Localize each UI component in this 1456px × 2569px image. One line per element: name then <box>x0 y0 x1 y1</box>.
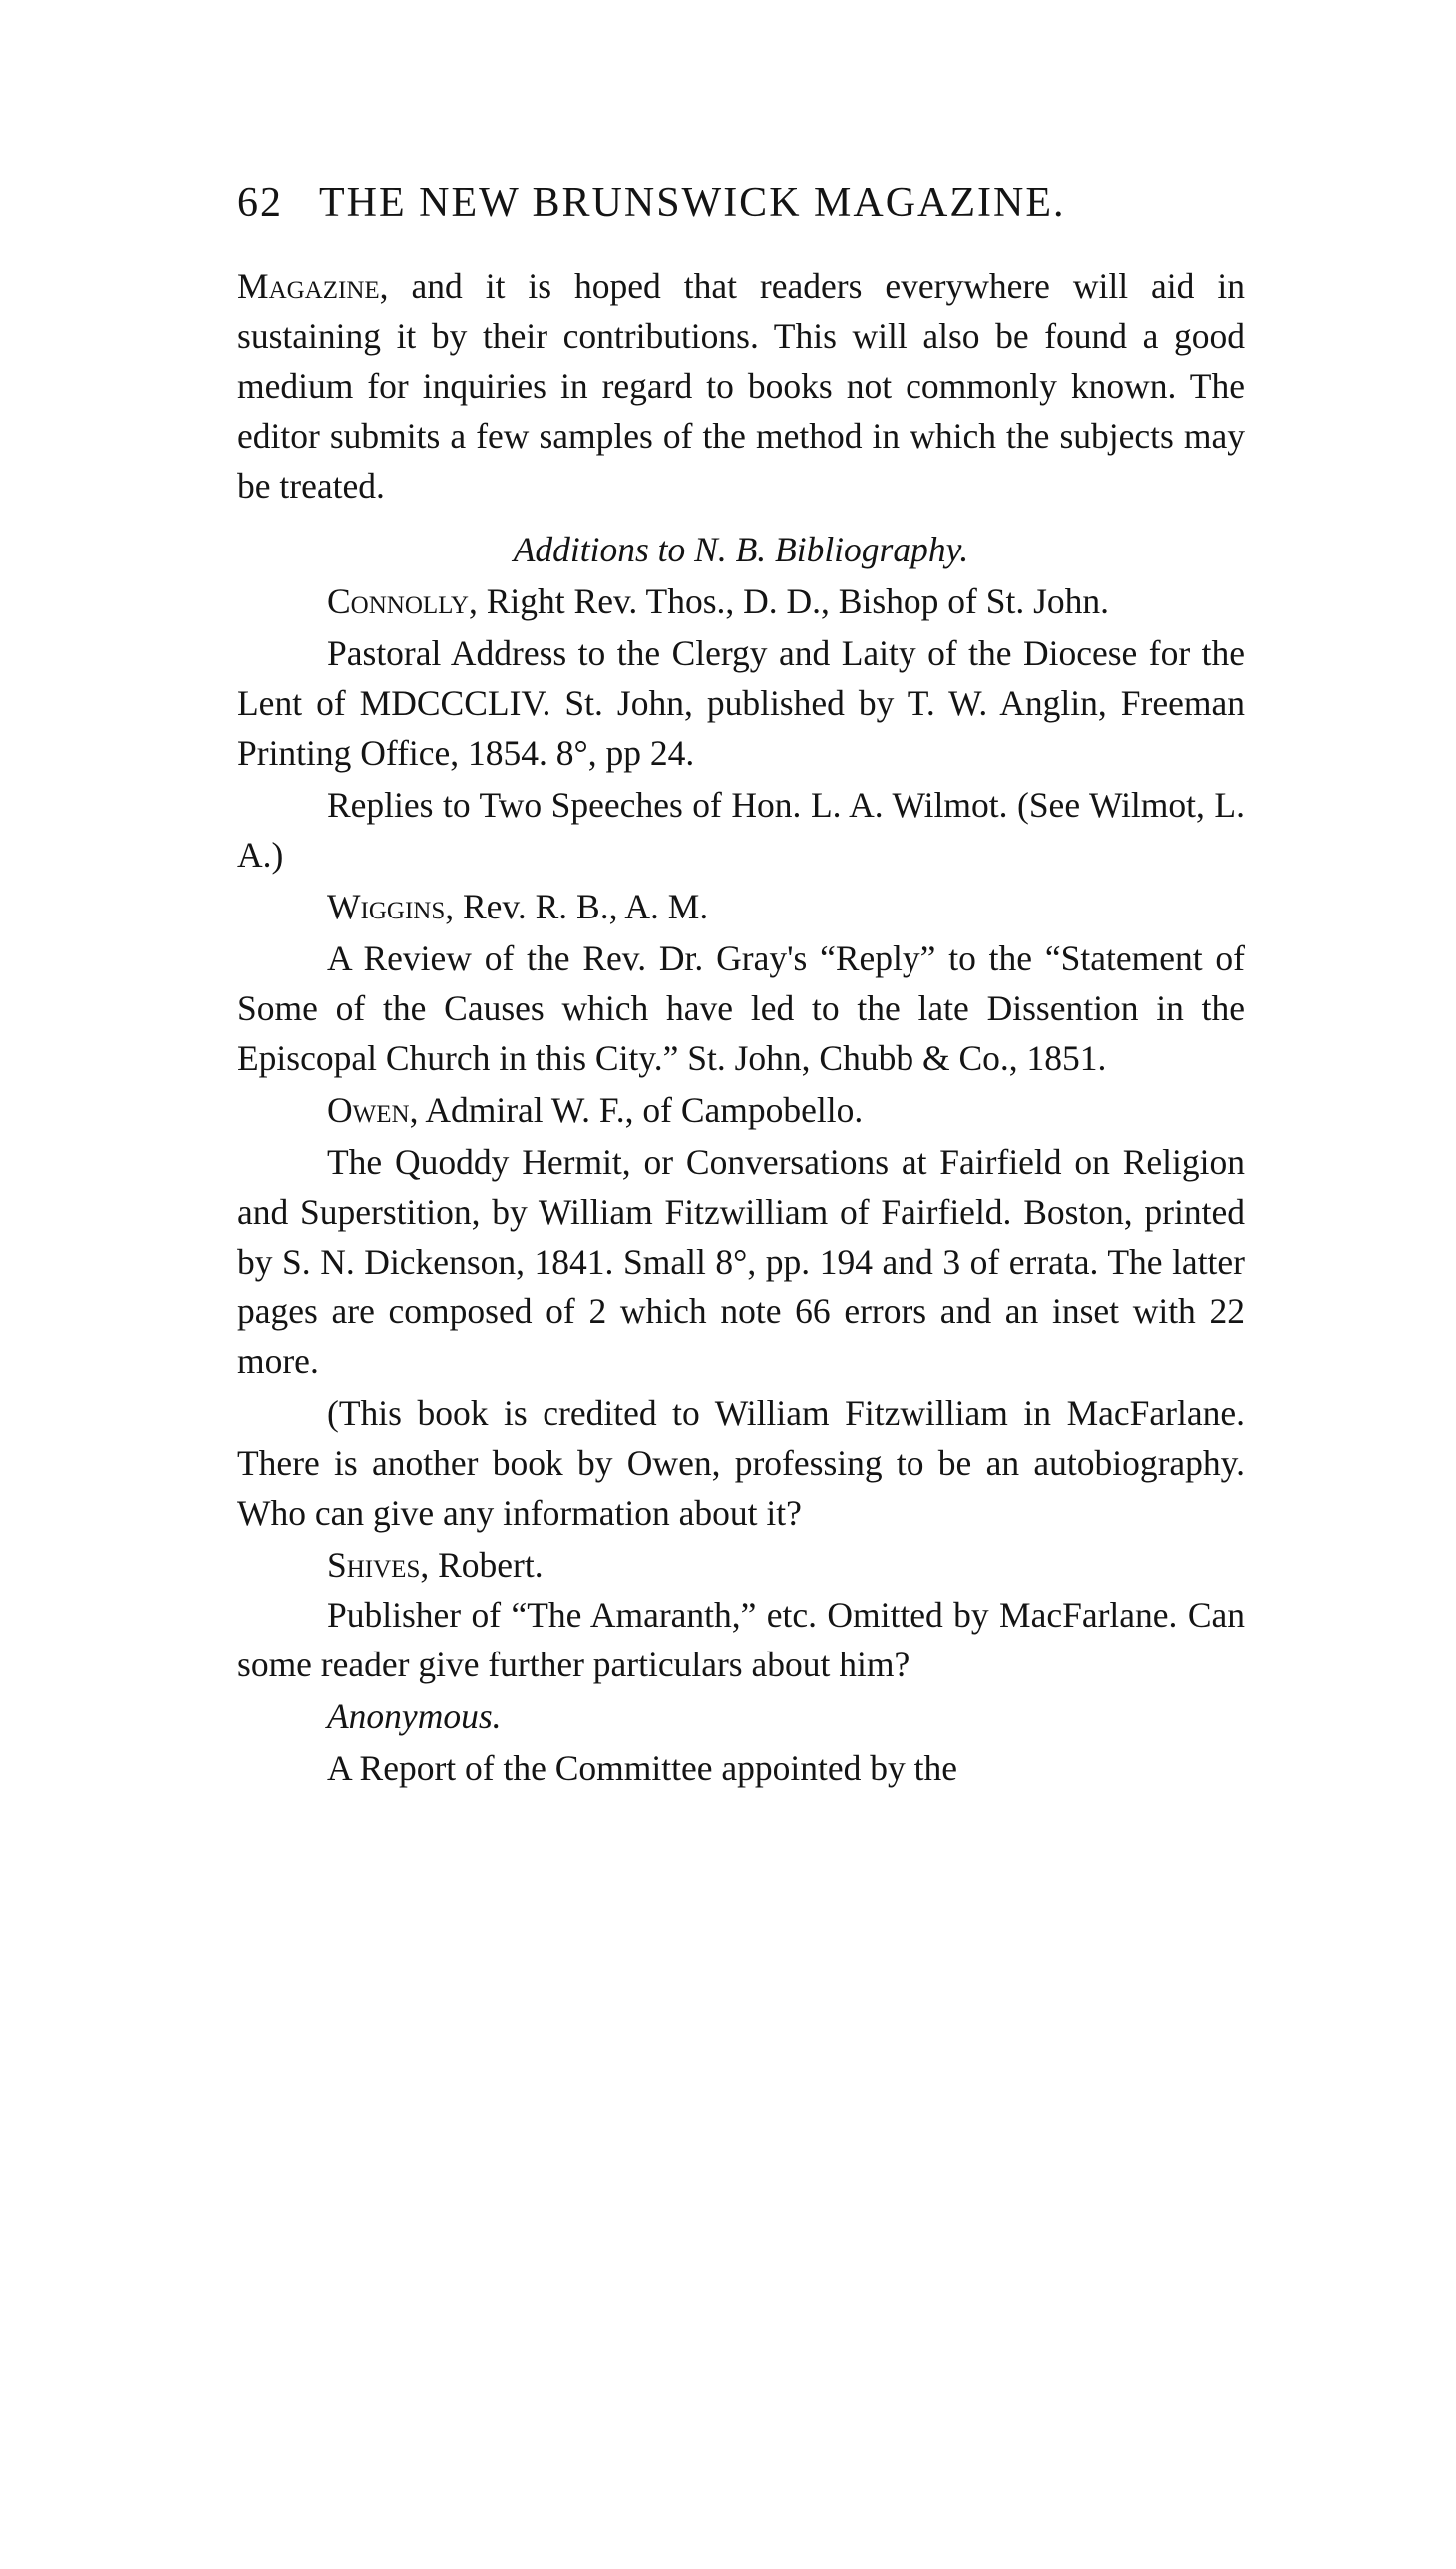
closing-line: A Report of the Committee appointed by the <box>327 1748 957 1788</box>
anonymous-heading: Anonymous. <box>327 1696 502 1736</box>
entry-author-wiggins <box>237 882 1245 931</box>
running-header <box>237 180 1245 239</box>
author-name: Shives <box>327 1545 421 1585</box>
running-title: THE NEW BRUNSWICK MAGAZINE. <box>319 181 1066 226</box>
section-heading: Additions to N. B. Bibliography. <box>513 530 969 569</box>
entry-paragraph: (This book is credited to William Fitzwilliam in MacFarlane. There is another book by Owen, professing to be an autobiography. Who can give any information about it? <box>237 1393 1245 1533</box>
entry-paragraph: Replies to Two Speeches of Hon. L. A. Wilmot. (See Wilmot, L. A.) <box>237 785 1245 875</box>
author-name: Owen <box>327 1090 410 1130</box>
author-details: , Robert. <box>420 1545 544 1585</box>
intro-lead-word: Magazine <box>237 266 380 306</box>
entry-author-owen <box>237 1085 1245 1135</box>
entry-paragraph: The Quoddy Hermit, or Conversations at Fairfield on Religion and Superstition, by William Fitzwilliam of Fairfield. Boston, printed by S. N. Dickenson, 1841. Small 8°, pp. 194 and 3 of errata. The latter pages are composed of 2 which note 66 errors and an inset with 22 more. <box>237 1142 1245 1381</box>
entry-author-shives <box>237 1540 1245 1590</box>
entry-paragraph: Publisher of “The Amaranth,” etc. Omitted by MacFarlane. Can some reader give further particulars about him? <box>237 1595 1245 1684</box>
entry-author-connolly <box>237 576 1245 626</box>
entry-paragraph: A Review of the Rev. Dr. Gray's “Reply” to the “Statement of Some of the Causes which have led to the late Dissention in the Episcopal Church in this City.” St. John, Chubb & Co., 1851. <box>237 938 1245 1078</box>
intro-paragraph <box>237 261 1245 511</box>
author-name: Connolly <box>327 581 469 621</box>
page-number: 62 <box>237 181 283 226</box>
author-details: , Admiral W. F., of Campobello. <box>409 1090 864 1130</box>
body-text <box>237 261 1245 1793</box>
author-details: , Right Rev. Thos., D. D., Bishop of St. John. <box>469 581 1110 621</box>
author-details: , Rev. R. B., A. M. <box>445 887 709 926</box>
author-name: Wiggins <box>327 887 446 926</box>
intro-text: , and it is hoped that readers everywhere will aid in sustaining it by their contributions. This will also be found a good medium for inquiries in regard to books not commonly known. The editor submits a few samples of the method in which the subjects may be treated. <box>237 266 1245 506</box>
entry-paragraph: Pastoral Address to the Clergy and Laity of the Diocese for the Lent of MDCCCLIV. St. John, published by T. W. Anglin, Freeman Printing Office, 1854. 8°, pp 24. <box>237 633 1245 773</box>
